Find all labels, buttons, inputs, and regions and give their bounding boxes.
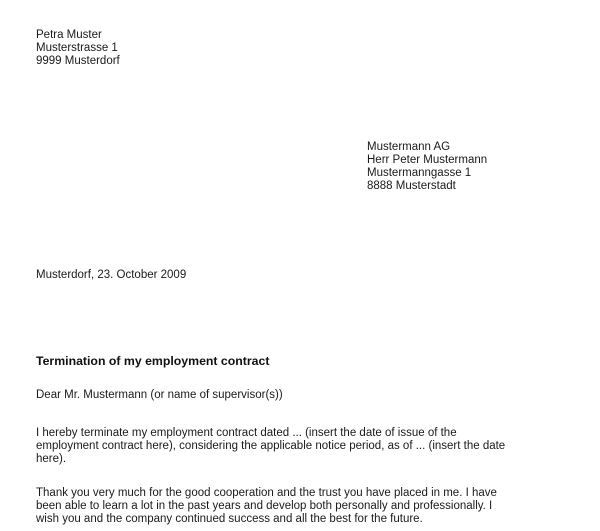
sender-city: 9999 Musterdorf bbox=[36, 55, 120, 67]
sender-name: Petra Muster bbox=[36, 29, 102, 41]
paragraph-line: here). bbox=[36, 453, 67, 465]
paragraph-line: wish you and the company continued success and all the best for the future. bbox=[36, 513, 423, 525]
sender-address bbox=[36, 29, 120, 68]
recipient-person: Herr Peter Mustermann bbox=[367, 154, 488, 166]
paragraph-line: been able to learn a lot in the past years and develop both personally and professionally. I bbox=[36, 500, 493, 512]
subject-text: Termination of my employment contract bbox=[36, 354, 270, 368]
paragraph-line: I hereby terminate my employment contract dated ... (insert the date of issue of the bbox=[36, 427, 457, 439]
salutation-text: Dear Mr. Mustermann (or name of supervisor(s)) bbox=[36, 389, 283, 401]
body-paragraph-thanks bbox=[36, 487, 556, 526]
subject-heading bbox=[36, 355, 269, 368]
sender-street: Musterstrasse 1 bbox=[36, 42, 118, 54]
paragraph-line: Thank you very much for the good cooperation and the trust you have placed in me. I have bbox=[36, 487, 497, 499]
date-line bbox=[36, 269, 186, 282]
recipient-address bbox=[367, 141, 487, 193]
recipient-company: Mustermann AG bbox=[367, 141, 451, 153]
recipient-street: Mustermanngasse 1 bbox=[367, 167, 472, 179]
paragraph-line: employment contract here), considering the applicable notice period, as of ... (insert the date bbox=[36, 440, 506, 452]
body-paragraph-termination bbox=[36, 427, 556, 466]
place-and-date: Musterdorf, 23. October 2009 bbox=[36, 269, 187, 281]
recipient-city: 8888 Musterstadt bbox=[367, 180, 456, 192]
salutation bbox=[36, 389, 283, 402]
